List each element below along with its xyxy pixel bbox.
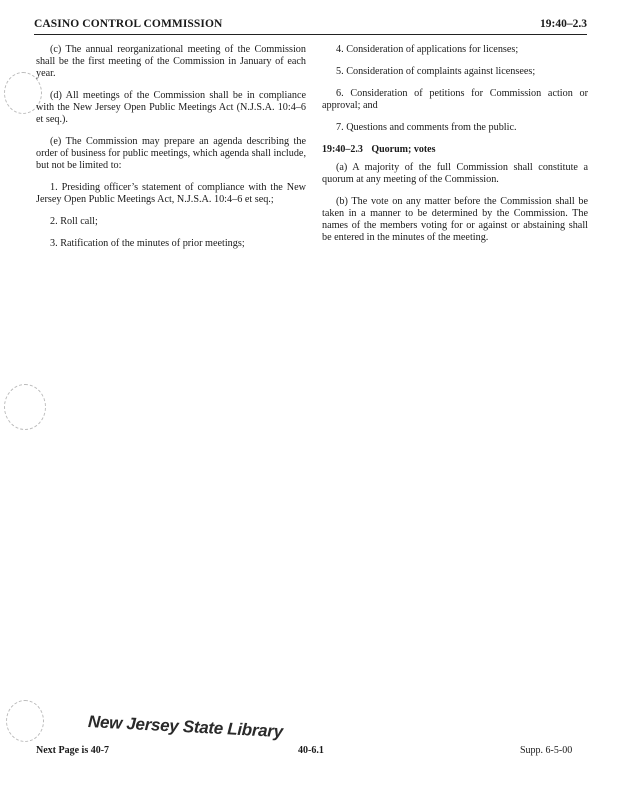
- section-number: 19:40–2.3: [322, 144, 363, 155]
- list-item-2: 2. Roll call;: [50, 216, 98, 227]
- list-item-4: 4. Consideration of applications for licenses;: [336, 44, 519, 55]
- section-heading: [322, 144, 588, 156]
- supplement-date: Supp. 6-5-00: [520, 745, 573, 756]
- paragraph-e: (e) The Commission may prepare an agenda describing the order of business for public meetings, which agenda shall include, but not be limited to:: [36, 136, 306, 171]
- list-item-7: 7. Questions and comments from the public.: [336, 122, 517, 133]
- punch-hole-middle: [4, 384, 46, 430]
- left-column: [36, 44, 306, 260]
- running-header: [34, 18, 587, 35]
- list-item-1: 1. Presiding officer’s statement of compliance with the New Jersey Open Public Meetings Act, N.J.S.A. 10:4–6 et seq.;: [36, 182, 306, 205]
- list-item-3: 3. Ratification of the minutes of prior meetings;: [50, 238, 245, 249]
- paragraph-d: (d) All meetings of the Commission shall be in compliance with the New Jersey Open Public Meetings Act (N.J.S.A. 10:4–6 et seq.).: [36, 90, 306, 125]
- paragraph-a: (a) A majority of the full Commission shall constitute a quorum at any meeting of the Commission.: [322, 162, 588, 185]
- paragraph-c: (c) The annual reorganizational meeting of the Commission shall be the first meeting of the Commission in January of each year.: [36, 44, 306, 79]
- header-section-number: 19:40–2.3: [540, 18, 587, 30]
- library-stamp: New Jersey State Library: [87, 712, 284, 742]
- right-column: [322, 44, 588, 254]
- section-title: Quorum; votes: [371, 144, 436, 155]
- paragraph-b: (b) The vote on any matter before the Commission shall be taken in a manner to be determined by the Commission. The names of the members voting for or against or abstaining shall be entered in the minutes of the meeting.: [322, 196, 588, 243]
- next-page-note: Next Page is 40-7: [36, 745, 110, 756]
- page-number: 40-6.1: [298, 745, 324, 756]
- punch-hole-bottom: [6, 700, 44, 742]
- list-item-5: 5. Consideration of complaints against licensees;: [336, 66, 536, 77]
- list-item-6: 6. Consideration of petitions for Commission action or approval; and: [322, 88, 588, 111]
- header-title: CASINO CONTROL COMMISSION: [34, 18, 223, 30]
